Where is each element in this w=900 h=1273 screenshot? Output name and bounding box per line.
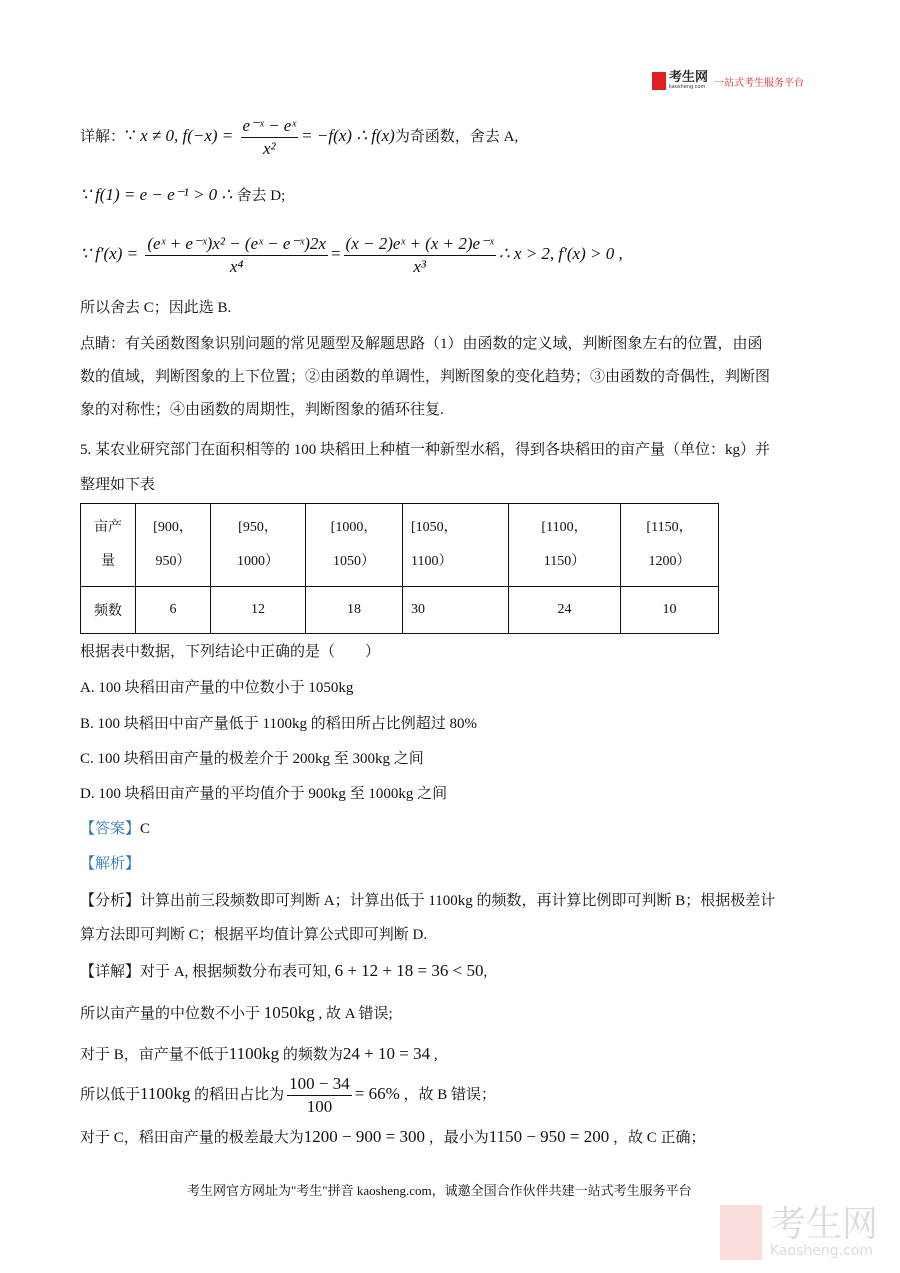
- math: 24 + 10 = 34: [342, 1044, 431, 1063]
- cell: [1000，: [330, 520, 378, 535]
- option-d: D. 100 块稻田亩产量的平均值介于 900kg 至 1000kg 之间: [80, 786, 448, 802]
- cell: 30: [403, 587, 509, 634]
- text: 舍去 D;: [236, 188, 286, 204]
- cell: 1200）: [648, 554, 691, 569]
- logo-name: 考生网: [669, 70, 709, 85]
- detail-line-1: 【详解】对于 A, 根据频数分布表可知, 6 + 12 + 18 = 36 < 50,: [80, 961, 488, 980]
- text: 对于 B，亩产量不低于: [80, 1047, 229, 1063]
- numerator: e⁻ˣ − eˣ: [241, 115, 299, 138]
- cell: 1100）: [411, 554, 453, 569]
- text: ，最小为: [424, 1130, 489, 1146]
- cell: 12: [211, 587, 306, 634]
- cell: 量: [101, 554, 115, 569]
- cell: [1050，: [411, 520, 458, 535]
- cell: 10: [621, 587, 719, 634]
- math: ∵ f′(x) =: [80, 243, 143, 263]
- text: 对于 C，稻田亩产量的极差最大为: [80, 1130, 304, 1146]
- cell: [950，: [238, 520, 278, 535]
- line-conclusion: 所以舍去 C；因此选 B.: [80, 300, 232, 316]
- page-footer: 考生网官方网址为"考生"拼音 kaosheng.com，诚邀全国合作伙伴共建一站式考生服务平台: [187, 1183, 692, 1198]
- option-a: A. 100 块稻田亩产量的中位数小于 1050kg: [80, 680, 354, 696]
- detail-line-5: [80, 1127, 706, 1148]
- cell: 6: [136, 587, 211, 634]
- detail-line-3: [80, 1044, 438, 1065]
- cell: 1050）: [333, 554, 375, 569]
- text: 详解：: [80, 128, 126, 145]
- text: , 故 A 错误;: [314, 1006, 393, 1022]
- math: ∵ f(1) = e − e⁻¹ > 0 ∴: [80, 185, 237, 204]
- numerator: (x − 2)eˣ + (x + 2)e⁻ˣ: [344, 233, 496, 256]
- site-logo: [652, 72, 804, 90]
- text: 的频数为: [279, 1047, 343, 1063]
- denominator: x³: [413, 257, 427, 276]
- watermark-mark-icon: [720, 1205, 762, 1260]
- math: 1150 − 950 = 200: [488, 1127, 610, 1146]
- logo-domain: kaosheng.com: [669, 84, 706, 90]
- text: ，故 B 错误；: [399, 1086, 497, 1103]
- frequency-table: [80, 503, 719, 634]
- option-c: C. 100 块稻田亩产量的极差介于 200kg 至 300kg 之间: [80, 751, 424, 767]
- cell: 24: [509, 587, 621, 634]
- analysis-label: 【解析】: [80, 856, 141, 872]
- math: ∵: [125, 125, 141, 145]
- math: 1200 − 900 = 300: [303, 1127, 425, 1146]
- fraction: [344, 233, 496, 278]
- question-5-stem-2: 整理如下表: [80, 477, 156, 493]
- fraction: [241, 115, 299, 160]
- option-b: B. 100 块稻田中亩产量低于 1100kg 的稻田所占比例超过 80%: [80, 716, 477, 732]
- cell: [1150，: [646, 520, 693, 535]
- text: 为奇函数，舍去 A,: [394, 128, 519, 145]
- math: = −f(x) ∴ f(x): [301, 125, 395, 145]
- cell: [1100，: [541, 520, 588, 535]
- cell: [900，: [153, 520, 193, 535]
- fraction: [287, 1073, 352, 1118]
- cell: 1000）: [237, 554, 279, 569]
- denominator: x⁴: [229, 257, 244, 276]
- math: 1100kg: [140, 1083, 191, 1103]
- question-5-stem: 5. 某农业研究部门在面积相等的 100 块稻田上种植一种新型水稻，得到各块稻田的亩产量（单位：kg）并: [80, 442, 771, 458]
- question-prompt: 根据表中数据，下列结论中正确的是（ ）: [80, 644, 381, 660]
- logo-mark-icon: [652, 72, 666, 90]
- logo-slogan: 一站式考生服务平台: [714, 77, 805, 89]
- cell: 950）: [155, 554, 191, 569]
- watermark-logo: [720, 1205, 878, 1260]
- math: 1100kg: [228, 1044, 280, 1063]
- denominator: 100: [306, 1097, 333, 1116]
- math: x ≠ 0, f(−x) =: [140, 125, 238, 145]
- fraction: [145, 233, 328, 278]
- line-detail-2: [80, 185, 285, 206]
- answer-value: C: [140, 821, 151, 837]
- math: 6 + 12 + 18 = 36 < 50: [334, 961, 484, 980]
- math: 1050kg: [263, 1003, 315, 1022]
- analysis-line-2: 算方法即可判断 C；根据平均值计算公式即可判断 D.: [80, 927, 428, 943]
- numerator: 100 − 34: [287, 1073, 352, 1096]
- text: 所以低于: [80, 1086, 141, 1103]
- text: ，故 C 正确；: [609, 1130, 706, 1146]
- answer-label: 【答案】: [80, 821, 141, 837]
- watermark-name: 考生网: [770, 1203, 879, 1245]
- math: ∴ x > 2, f′(x) > 0 ,: [498, 243, 623, 263]
- line-detail-3: ∵ f′(x) = $\frac{\text{(eˣ + e⁻ˣ)x² − (eˣ − e⁻ˣ)2x}}{\text{x⁴}}$ = $\frac{\text{(x − 2)eˣ + (x + 2)e⁻ˣ}}{\text{x³}}$ ∴ x > 2, f′(x) > 0 ,: [80, 234, 623, 276]
- analysis-line-1: 【分析】计算出前三段频数即可判断 A；计算出低于 1100kg 的频数，再计算比例即可判断 B；根据极差计: [80, 893, 776, 909]
- detail-line-4: [80, 1073, 496, 1118]
- cell: 1150）: [543, 554, 586, 569]
- detail-line-2: [80, 1003, 393, 1024]
- line-tip-3: 象的对称性；④由函数的周期性，判断图象的循环往复.: [80, 402, 444, 418]
- cell: 频数: [81, 587, 136, 634]
- answer-line: [80, 819, 150, 839]
- line-tip-1: 点睛：有关函数图象识别问题的常见题型及解题思路（1）由函数的定义域，判断图象左右的位置，由函: [80, 336, 763, 352]
- numerator: (eˣ + e⁻ˣ)x² − (eˣ − e⁻ˣ)2x: [145, 233, 328, 256]
- denominator: x²: [263, 139, 276, 158]
- cell: 18: [306, 587, 403, 634]
- text: ,: [430, 1047, 438, 1063]
- math: = 66%: [354, 1083, 400, 1103]
- line-tip-2: 数的值域，判断图象的上下位置；②由函数的单调性，判断图象的变化趋势；③由函数的奇偶性，判断图: [80, 369, 771, 385]
- cell: 亩产: [94, 520, 122, 535]
- watermark-domain: Kaosheng.com: [770, 1242, 873, 1259]
- line-detail-1: [80, 115, 518, 160]
- text: 所以亩产量的中位数不小于: [80, 1006, 264, 1022]
- text: 【详解】对于 A, 根据频数分布表可知,: [80, 964, 335, 980]
- text: 的稻田占比为: [190, 1086, 285, 1103]
